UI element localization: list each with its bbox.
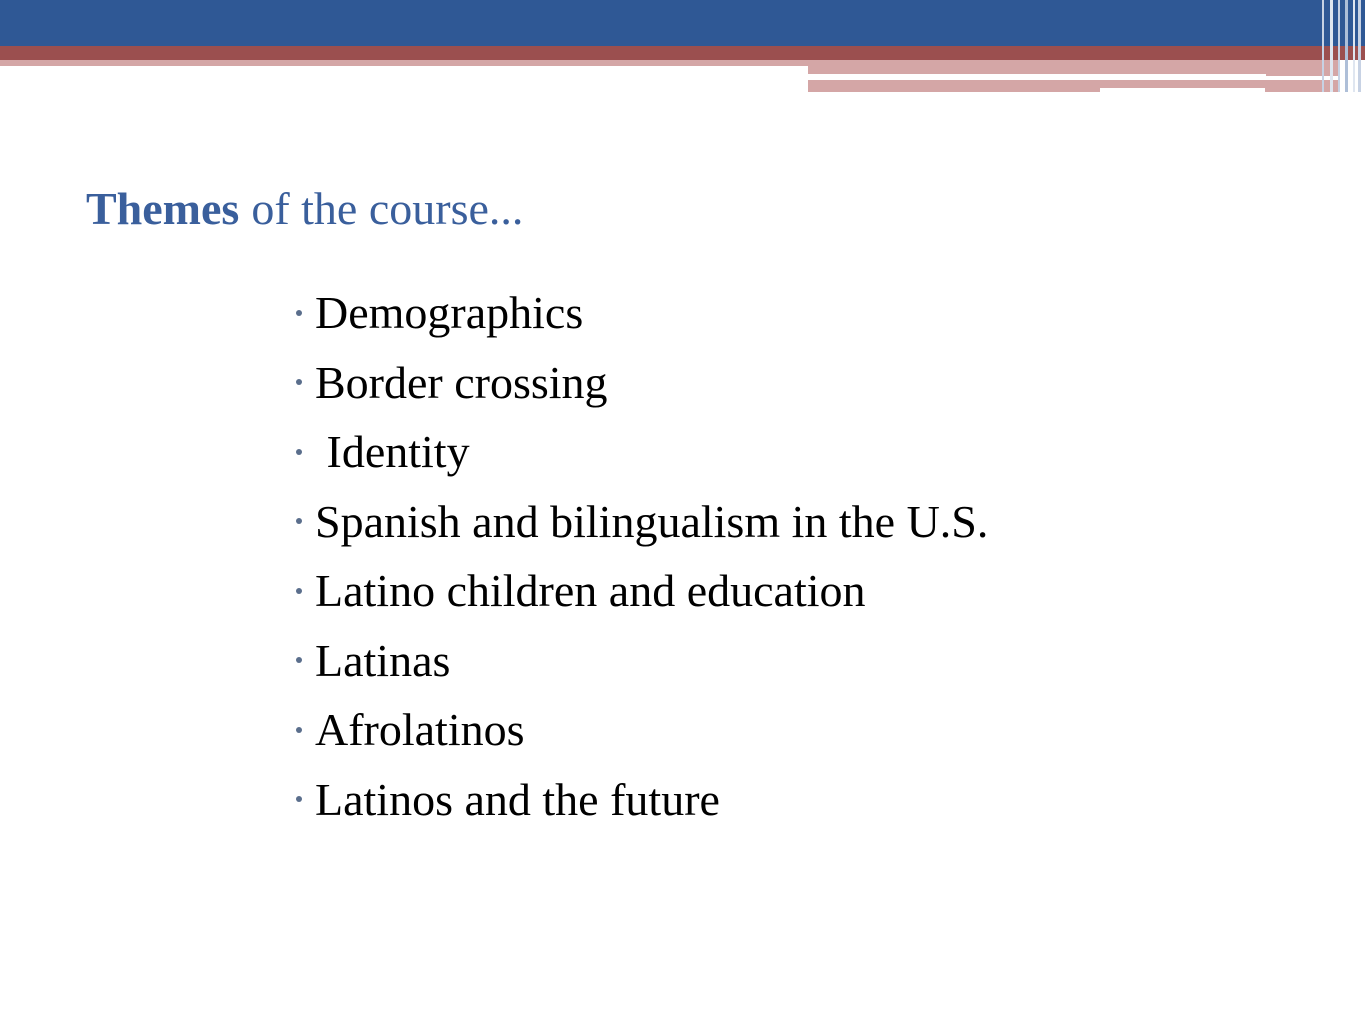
header-vertical-stripe — [1353, 0, 1355, 92]
list-item-text: Afrolatinos — [315, 704, 525, 756]
bullet-dot-icon — [296, 588, 302, 594]
list-item-text: Latino children and education — [315, 565, 866, 617]
list-item-text: Border crossing — [315, 356, 608, 408]
bullet-dot-icon — [296, 449, 302, 455]
list-item-text: Demographics — [315, 287, 584, 339]
header-red-bar — [0, 46, 1365, 60]
header-divider-line — [808, 74, 1266, 78]
bullet-dot-icon — [296, 310, 302, 316]
list-item — [296, 417, 988, 487]
theme-list — [296, 278, 988, 834]
list-item — [296, 556, 988, 626]
list-item-text: Spanish and bilingualism in the U.S. — [315, 495, 989, 547]
bullet-dot-icon — [296, 727, 302, 733]
slide-title-rest: of the course... — [251, 183, 524, 234]
bullet-dot-icon — [296, 379, 302, 385]
list-item-text: Identity — [315, 426, 470, 478]
list-item — [296, 278, 988, 348]
list-item — [296, 348, 988, 418]
header-vertical-stripe — [1322, 0, 1324, 92]
header-blue-bar — [0, 0, 1365, 46]
slide-title-bold: Themes — [86, 183, 240, 234]
header-vertical-stripe — [1338, 0, 1340, 92]
bullet-dot-icon — [296, 796, 302, 802]
slide-title — [86, 182, 523, 235]
bullet-dot-icon — [296, 518, 302, 524]
list-item-text: Latinas — [315, 634, 451, 686]
list-item — [296, 765, 988, 835]
bullet-dot-icon — [296, 657, 302, 663]
header-pink-bar-left — [0, 60, 808, 66]
header-vertical-stripe — [1345, 0, 1348, 92]
list-item — [296, 626, 988, 696]
list-item-text: Latinos and the future — [315, 773, 720, 825]
header-gap — [1100, 88, 1265, 94]
list-item — [296, 487, 988, 557]
list-item — [296, 695, 988, 765]
header-vertical-stripe — [1358, 0, 1361, 92]
header-vertical-stripe — [1330, 0, 1333, 92]
